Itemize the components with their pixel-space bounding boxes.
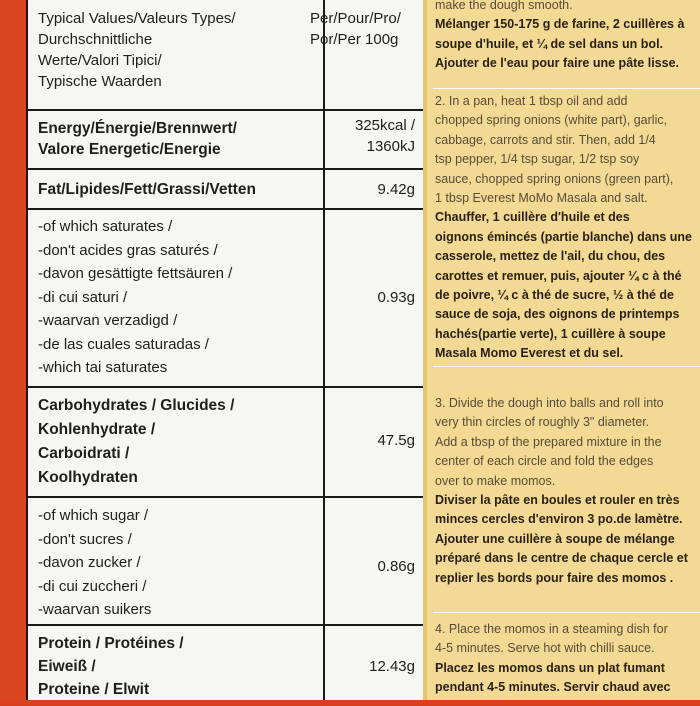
protein-label: Protein / Protéines / Eiweiß / Proteine / Elwit	[38, 635, 184, 698]
saturates-row	[28, 210, 425, 388]
carbohydrates-row	[28, 388, 425, 498]
step-3: 3. Divide the dough into balls and roll into very thin circles of roughly 3" diameter. Add a tbsp of the prepared mixture in the center of each circle and fold the edges over to make momos. Diviser la pâte en boules et rouler en très minces cercles d'environ 3 po.de lamètre. Ajouter une cuillère à soupe de mélange préparé dans le centre de chaque cercle et replier les bords pour faire des momos .	[435, 396, 688, 585]
energy-label: Energy/Énergie/Brennwert/ Valore Energetic/Energie	[38, 120, 237, 158]
header-label: Typical Values/Valeurs Types/ Durchschnittliche Werte/Valori Tipici/ Typische Waarden	[38, 10, 236, 90]
cooking-instructions	[427, 0, 700, 700]
nutrition-table	[26, 0, 425, 700]
carbohydrates-label: Carbohydrates / Glucides / Kohlenhydrate / Carboidrati / Koolhydraten	[38, 397, 235, 486]
step-4: 4. Place the momos in a steaming dish for 4-5 minutes. Serve hot with chilli sauce. Placez les momos dans un plat fumant pendant 4-5 minutes. Servir chaud avec	[435, 622, 671, 695]
protein-value: 12.43g	[369, 658, 415, 675]
protein-row	[28, 626, 425, 706]
saturates-value: 0.93g	[377, 289, 415, 306]
step-separator	[433, 366, 700, 367]
sugars-value: 0.86g	[377, 558, 415, 575]
header-row	[28, 0, 425, 111]
fat-row	[28, 170, 425, 210]
energy-row	[28, 111, 425, 170]
saturates-label: -of which saturates / -don't acides gras saturés / -davon gesättigte fettsäuren / -di cui saturi / -waarvan verzadigd / -de las cuales saturadas / -which tai saturates	[38, 218, 233, 376]
per-100g-header: Per/Pour/Pro/ Por/Per 100g	[310, 10, 401, 48]
step-separator	[433, 612, 700, 613]
fat-value: 9.42g	[377, 181, 415, 198]
fat-label: Fat/Lipides/Fett/Grassi/Vetten	[38, 181, 256, 198]
carbohydrates-value: 47.5g	[377, 432, 415, 449]
sugars-label: -of which sugar / -don't sucres / -davon zucker / -di cui zuccheri / -waarvan suikers	[38, 507, 152, 618]
sugars-row	[28, 498, 425, 626]
step-1: make the dough smooth. Mélanger 150-175 g de farine, 2 cuillères à soupe d'huile, et ¼ de sel dans un bol. Ajouter de l'eau pour faire une pâte lisse.	[435, 0, 685, 71]
step-2: 2. In a pan, heat 1 tbsp oil and add chopped spring onions (white part), garlic, cabbage, carrots and stir. Then, add 1/4 tsp pepper, 1/4 tsp sugar, 1/2 tsp soy sauce, chopped spring onions (green part), 1 tbsp Everest MoMo Masala and salt. Chauffer, 1 cuillère d'huile et des oignons émincés (partie blanche) dans une casserole, mettez de l'ail, du chou, des carottes et remuer, puis, ajouter ¼ c à thé de poivre, ¼ c à thé de sucre, ½ à thé de sauce de soja, des oignons de printemps hachés(partie verte), 1 cuillère à soupe Masala Momo Everest et du sel.	[435, 94, 692, 361]
step-separator	[433, 88, 700, 89]
energy-value: 325kcal / 1360kJ	[354, 117, 415, 155]
